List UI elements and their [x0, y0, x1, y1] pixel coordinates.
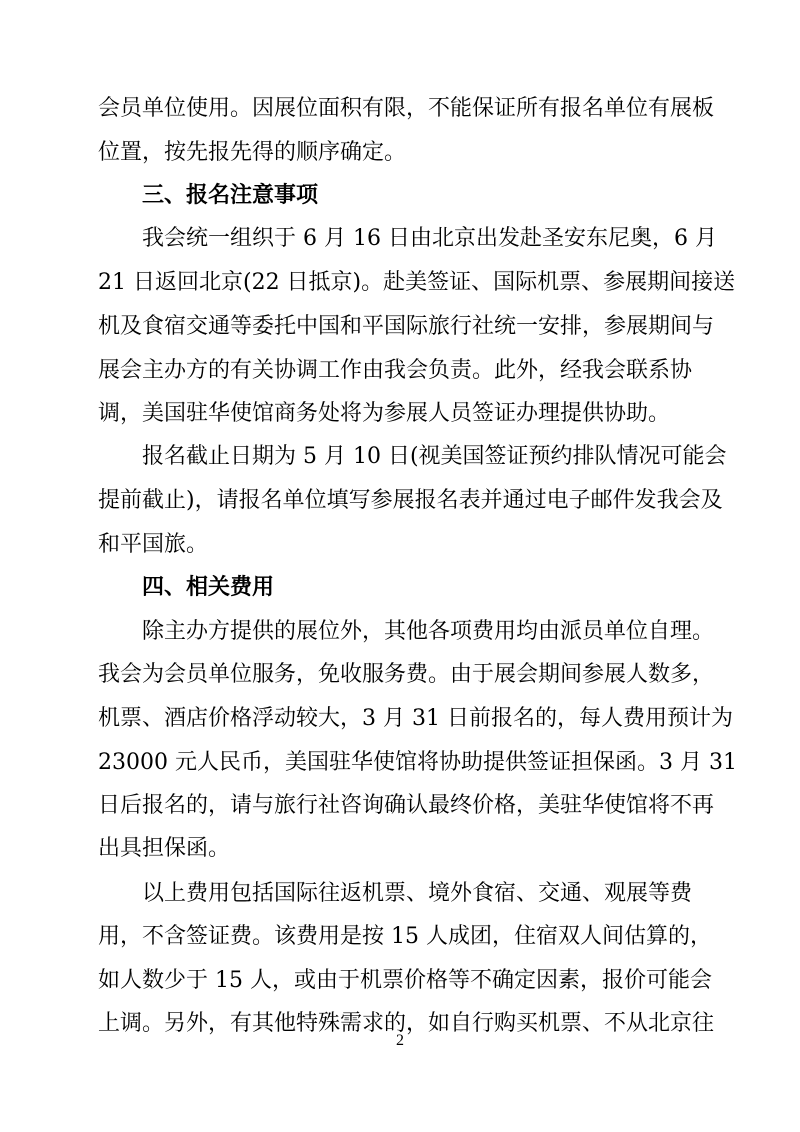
body-line: 21 日返回北京(22 日抵京)。赴美签证、国际机票、参展期间接送 [98, 270, 736, 295]
body-line: 上调。另外，有其他特殊需求的，如自行购买机票、不从北京往 [98, 1011, 715, 1036]
body-line: 用，不含签证费。该费用是按 15 人成团，住宿双人间估算的， [98, 924, 712, 949]
body-line: 如人数少于 15 人，或由于机票价格等不确定因素，报价可能会 [98, 968, 712, 993]
body-line: 机票、酒店价格浮动较大，3 月 31 日前报名的，每人费用预计为 [98, 706, 733, 731]
body-line: 日后报名的，请与旅行社咨询确认最终价格，美驻华使馆将不再 [98, 793, 715, 818]
body-line: 报名截止日期为 5 月 10 日(视美国签证预约排队情况可能会 [142, 444, 727, 469]
body-line: 展会主办方的有关协调工作由我会负责。此外，经我会联系协 [98, 358, 693, 383]
body-line: 机及食宿交通等委托中国和平国际旅行社统一安排，参展期间与 [98, 314, 715, 339]
body-line: 位置，按先报先得的顺序确定。 [98, 140, 407, 165]
body-line: 调，美国驻华使馆商务处将为参展人员签证办理提供协助。 [98, 401, 671, 426]
body-line: 和平国旅。 [98, 532, 209, 557]
section-heading-registration: 三、报名注意事项 [142, 183, 319, 208]
body-line: 23000 元人民币，美国驻华使馆将协助提供签证担保函。3 月 31 [98, 750, 737, 775]
body-line: 除主办方提供的展位外，其他各项费用均由派员单位自理。 [142, 619, 715, 644]
body-line: 我会为会员单位服务，免收服务费。由于展会期间参展人数多， [98, 662, 715, 687]
body-line: 出具担保函。 [98, 836, 231, 861]
section-heading-fees: 四、相关费用 [142, 575, 275, 600]
body-line: 我会统一组织于 6 月 16 日由北京出发赴圣安东尼奥，6 月 [142, 226, 717, 251]
body-line: 以上费用包括国际往返机票、境外食宿、交通、观展等费 [142, 881, 693, 906]
body-line: 提前截止)，请报名单位填写参展报名表并通过电子邮件发我会及 [98, 488, 723, 513]
page-number: 2 [396, 1032, 404, 1049]
body-line: 会员单位使用。因展位面积有限，不能保证所有报名单位有展板 [98, 96, 715, 121]
